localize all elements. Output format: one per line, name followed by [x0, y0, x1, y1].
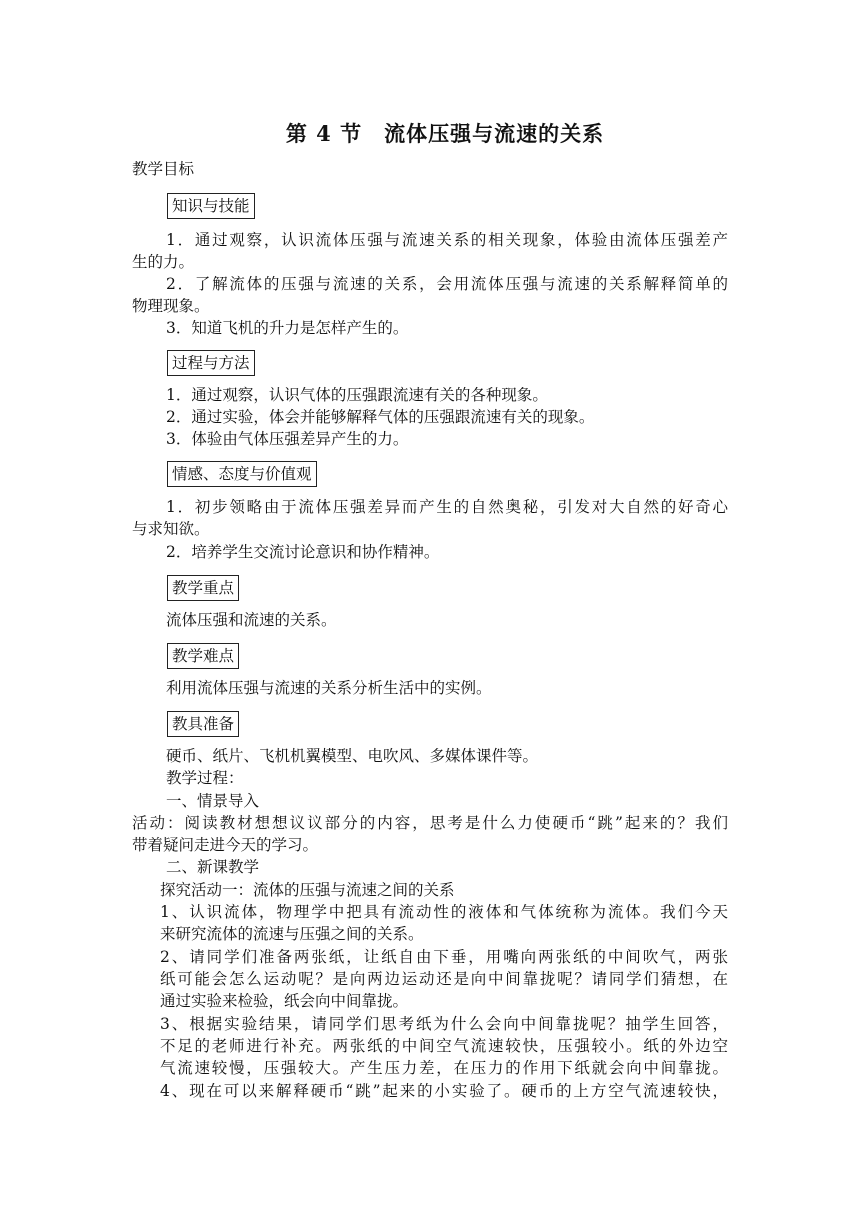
activity-line-1: 活动：阅读教材想想议议部分的内容，思考是什么力使硬币“跳”起来的？我们 [132, 814, 728, 832]
process-item-1: 1．通过观察，认识气体的压强跟流速有关的各种现象。 [166, 386, 548, 404]
emotion-item-2: 2．培养学生交流讨论意识和协作精神。 [166, 543, 440, 561]
step-3-line-3: 气流速较慢，压强较大。产生压力差，在压力的作用下纸就会向中间靠拢。 [160, 1059, 728, 1077]
process-item-2: 2．通过实验，体会并能够解释气体的压强跟流速有关的现象。 [166, 408, 595, 426]
section-key-box: 教学重点 [167, 575, 239, 601]
explore-activity-1: 探究活动一：流体的压强与流速之间的关系 [160, 881, 455, 899]
emotion-item-1-line-1: 1．初步领略由于流体压强差异而产生的自然奥秘，引发对大自然的好奇心 [166, 498, 728, 516]
step-2-line-2: 纸可能会怎么运动呢？是向两边运动还是向中间靠拢呢？请同学们猜想，在 [160, 970, 728, 988]
key-text: 流体压强和流速的关系。 [166, 611, 337, 629]
knowledge-item-1-line-1: 1．通过观察，认识流体压强与流速关系的相关现象，体验由流体压强差产 [166, 231, 728, 249]
section-tools-box: 教具准备 [167, 711, 239, 737]
step-4-line-1: 4、现在可以来解释硬币“跳”起来的小实验了。硬币的上方空气流速较快， [160, 1082, 728, 1100]
activity-line-2: 带着疑问走进今天的学习。 [132, 836, 319, 854]
step-2-line-1: 2、请同学们准备两张纸，让纸自由下垂，用嘴向两张纸的中间吹气，两张 [160, 948, 728, 966]
part-1-heading: 一、情景导入 [166, 792, 260, 810]
step-3-line-1: 3、根据实验结果，请同学们思考纸为什么会向中间靠拢呢？抽学生回答， [160, 1015, 728, 1033]
knowledge-item-2-line-1: 2．了解流体的压强与流速的关系，会用流体压强与流速的关系解释简单的 [166, 275, 728, 293]
objectives-heading: 教学目标 [132, 160, 195, 178]
section-emotion-box: 情感、态度与价值观 [167, 461, 317, 487]
section-process-box: 过程与方法 [167, 350, 255, 376]
step-1-line-1: 1、认识流体，物理学中把具有流动性的液体和气体统称为流体。我们今天 [160, 903, 728, 921]
tools-text: 硬币、纸片、飞机机翼模型、电吹风、多媒体课件等。 [166, 747, 539, 765]
step-1-line-2: 来研究流体的流速与压强之间的关系。 [160, 925, 424, 943]
knowledge-item-2-line-2: 物理现象。 [132, 297, 210, 315]
emotion-item-1-line-2: 与求知欲。 [132, 520, 210, 538]
process-item-3: 3．体验由气体压强差异产生的力。 [166, 430, 409, 448]
step-3-line-2: 不足的老师进行补充。两张纸的中间空气流速较快，压强较小。纸的外边空 [160, 1037, 728, 1055]
step-2-line-3: 通过实验来检验，纸会向中间靠拢。 [160, 992, 409, 1010]
page-title: 第 4 节 流体压强与流速的关系 [285, 121, 605, 146]
difficulty-text: 利用流体压强与流速的关系分析生活中的实例。 [166, 679, 492, 697]
process-heading: 教学过程： [166, 769, 244, 787]
section-difficulty-box: 教学难点 [167, 643, 239, 669]
part-2-heading: 二、新课教学 [166, 858, 260, 876]
knowledge-item-3: 3．知道飞机的升力是怎样产生的。 [166, 319, 409, 337]
section-knowledge-box: 知识与技能 [167, 193, 255, 219]
knowledge-item-1-line-2: 生的力。 [132, 253, 195, 271]
